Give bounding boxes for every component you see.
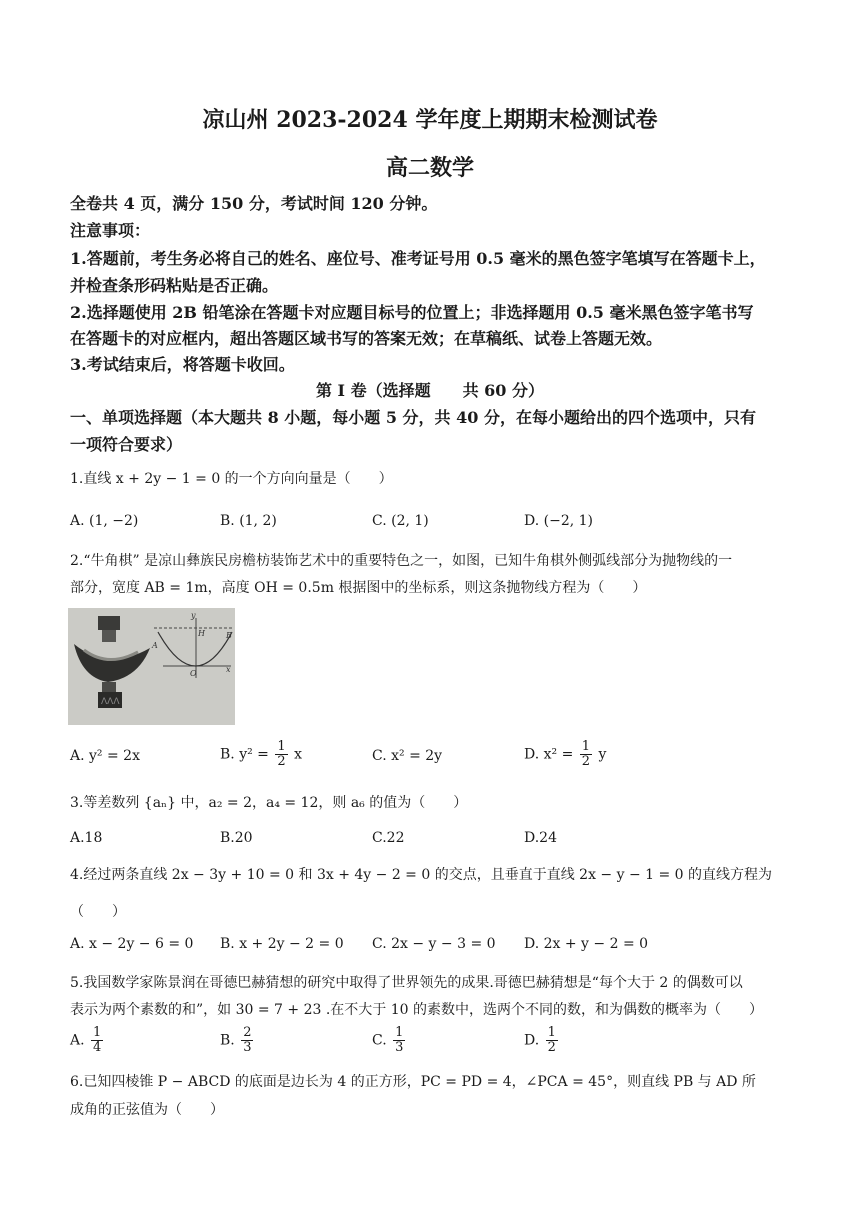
q2-option-b-fraction — [275, 740, 287, 769]
ox-horn-figure — [68, 608, 235, 725]
q6-stem-line2: 成角的正弦值为（ ） — [70, 1102, 224, 1118]
q5-option-d-prefix: D. — [524, 1032, 540, 1049]
q1-option-b: B. (1, 2) — [220, 513, 277, 529]
q2-option-b-denominator: 2 — [277, 754, 286, 769]
q5-option-d-numerator: 1 — [547, 1025, 556, 1040]
ox-horn-parabola-diagram — [68, 608, 235, 725]
q4-option-d: D. 2x + y − 2 = 0 — [524, 936, 649, 952]
q1-option-a: A. (1, −2) — [70, 513, 139, 529]
q2-option-d-fraction — [580, 740, 592, 769]
q5-option-a-prefix: A. — [70, 1032, 85, 1049]
q2-option-d-numerator: 1 — [581, 739, 591, 754]
q5-option-d-fraction — [546, 1026, 558, 1055]
q5-option-b-prefix: B. — [220, 1032, 235, 1049]
q3-option-c: C.22 — [372, 830, 405, 846]
volume-heading: 第 I 卷（选择题 共 60 分） — [315, 381, 545, 400]
q5-option-c-fraction — [393, 1026, 405, 1055]
q4-stem-line2: （ ） — [70, 904, 126, 920]
q2-stem-line2: 部分，宽度 AB = 1m，高度 OH = 0.5m 根据图中的坐标系，则这条抛物线方程为（ ） — [70, 580, 647, 596]
part-heading-line2: 一项符合要求） — [70, 435, 183, 454]
q5-option-a-fraction — [91, 1026, 103, 1055]
q5-option-c-prefix: C. — [372, 1032, 387, 1049]
q2-option-b-suffix: x — [294, 746, 302, 763]
q5-option-d — [524, 1026, 560, 1055]
q2-option-b — [220, 740, 302, 769]
part-heading-line1: 一、单项选择题（本大题共 8 小题，每小题 5 分，共 40 分，在每小题给出的四个选项中，只有 — [70, 408, 756, 427]
q5-option-c-numerator: 1 — [395, 1025, 404, 1040]
q5-option-d-denominator: 2 — [547, 1040, 556, 1055]
notice-item-2-line2: 在答题卡的对应框内，超出答题区域书写的答案无效；在草稿纸、试卷上答题无效。 — [70, 329, 663, 348]
label-b: B — [226, 631, 232, 640]
q5-option-a-numerator: 1 — [93, 1025, 102, 1040]
q3-option-d: D.24 — [524, 830, 557, 846]
q3-stem: 3.等差数列 {aₙ} 中，a₂ = 2，a₄ = 12，则 a₆ 的值为（ ） — [70, 795, 468, 811]
notice-heading: 注意事项： — [70, 221, 151, 240]
q1-option-c: C. (2, 1) — [372, 513, 429, 529]
q2-option-a: A. y² = 2x — [70, 748, 140, 764]
q4-option-c: C. 2x − y − 3 = 0 — [372, 936, 496, 952]
q6-stem-line1: 6.已知四棱锥 P − ABCD 的底面是边长为 4 的正方形，PC = PD = 4，∠PCA = 45°，则直线 PB 与 AD 所 — [70, 1074, 756, 1090]
label-x: x — [226, 665, 231, 674]
q2-option-d — [524, 740, 606, 769]
notice-item-1-line1: 1.答题前，考生务必将自己的姓名、座位号、准考证号用 0.5 毫米的黑色签字笔填写在答题卡上， — [70, 249, 766, 268]
q5-option-c-denominator: 3 — [395, 1040, 404, 1055]
label-a: A — [152, 641, 158, 650]
exam-info: 全卷共 4 页，满分 150 分，考试时间 120 分钟。 — [70, 194, 438, 213]
notice-item-1-line2: 并检查条形码粘贴是否正确。 — [70, 276, 279, 295]
q2-option-c: C. x² = 2y — [372, 748, 443, 764]
q2-option-b-prefix: B. y² = — [220, 746, 269, 763]
q3-option-b: B.20 — [220, 830, 253, 846]
q4-option-b: B. x + 2y − 2 = 0 — [220, 936, 344, 952]
q5-option-c — [372, 1026, 407, 1055]
q5-option-a — [70, 1026, 105, 1055]
exam-subtitle: 高二数学 — [385, 155, 474, 181]
q5-stem-line2: 表示为两个素数的和”，如 30 = 7 + 23 .在不大于 10 的素数中，选两个不同的数，和为偶数的概率为（ ） — [70, 1002, 764, 1018]
label-h: H — [198, 629, 205, 638]
label-o: O — [190, 669, 197, 678]
notice-item-2-line1: 2.选择题使用 2B 铅笔涂在答题卡对应题目标号的位置上；非选择题用 0.5 毫米黑色签字笔书写 — [70, 303, 754, 322]
q5-option-a-denominator: 4 — [93, 1040, 102, 1055]
notice-item-3: 3.考试结束后，将答题卡收回。 — [70, 355, 295, 374]
svg-text:ΛΛΛ: ΛΛΛ — [101, 697, 120, 707]
q2-option-d-denominator: 2 — [581, 754, 591, 769]
q5-option-b-numerator: 2 — [243, 1025, 252, 1040]
q4-stem-line1: 4.经过两条直线 2x − 3y + 10 = 0 和 3x + 4y − 2 = 0 的交点，且垂直于直线 2x − y − 1 = 0 的直线方程为 — [70, 867, 773, 883]
q2-option-d-suffix: y — [598, 746, 607, 763]
q4-option-a: A. x − 2y − 6 = 0 — [70, 936, 194, 952]
q2-option-b-numerator: 1 — [277, 739, 286, 754]
q3-option-a: A.18 — [70, 830, 103, 846]
q5-stem-line1: 5.我国数学家陈景润在哥德巴赫猜想的研究中取得了世界领先的成果.哥德巴赫猜想是“每个大于 2 的偶数可以 — [70, 975, 743, 991]
q2-option-d-prefix: D. x² = — [524, 746, 574, 763]
q1-option-d: D. (−2, 1) — [524, 513, 593, 529]
q2-stem-line1: 2.“牛角棋” 是凉山彝族民房檐枋装饰艺术中的重要特色之一，如图，已知牛角棋外侧弧线部分为抛物线的一 — [70, 553, 733, 569]
q5-option-b — [220, 1026, 255, 1055]
q5-option-b-denominator: 3 — [243, 1040, 252, 1055]
q1-stem: 1.直线 x + 2y − 1 = 0 的一个方向向量是（ ） — [70, 471, 393, 487]
label-y: y — [191, 611, 196, 620]
q5-option-b-fraction — [241, 1026, 253, 1055]
exam-title: 凉山州 2023-2024 学年度上期期末检测试卷 — [202, 107, 658, 133]
